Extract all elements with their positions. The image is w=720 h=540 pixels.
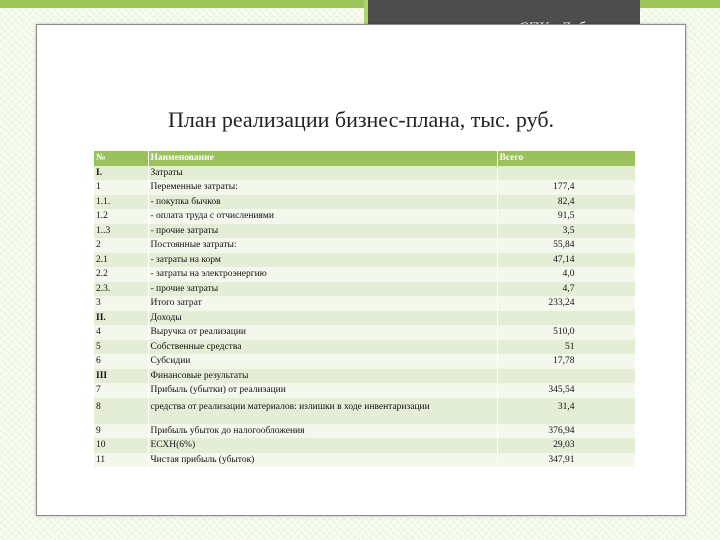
row-value: 55,84: [497, 238, 635, 253]
table-row: [94, 166, 635, 181]
row-number: 5: [94, 340, 148, 355]
row-name: Собственные средства: [148, 340, 497, 355]
table-row: [94, 267, 635, 282]
slide-title: План реализации бизнес-плана, тыс. руб.: [167, 107, 555, 132]
row-name: - затраты на электроэнергию: [148, 267, 497, 282]
row-number: 2: [94, 238, 148, 253]
column-header-number: №: [94, 151, 148, 166]
row-number: 1.2: [94, 209, 148, 224]
row-name: ЕСХН(6%): [148, 438, 497, 453]
row-number: 11: [94, 453, 148, 468]
row-number: 7: [94, 383, 148, 398]
row-name: Итого затрат: [148, 296, 497, 311]
row-name: Прибыль убыток до налогообложения: [148, 424, 497, 439]
row-name: Постоянные затраты:: [148, 238, 497, 253]
row-value: 31,4: [497, 398, 635, 424]
row-number: 2.1: [94, 253, 148, 268]
table-row: [94, 180, 635, 195]
table-row: [94, 398, 635, 424]
row-name: Финансовые результаты: [148, 369, 497, 384]
row-number: 8: [94, 398, 148, 424]
table-row: [94, 340, 635, 355]
row-value: [497, 166, 635, 181]
table-row: [94, 253, 635, 268]
row-value: 347,91: [497, 453, 635, 468]
row-name: Затраты: [148, 166, 497, 181]
row-number: 2.2: [94, 267, 148, 282]
row-number: 2.3.: [94, 282, 148, 297]
table-row: [94, 369, 635, 384]
table-row: [94, 453, 635, 468]
row-number: 1..3: [94, 224, 148, 239]
row-name: - оплата труда с отчислениями: [148, 209, 497, 224]
table-row: [94, 209, 635, 224]
row-value: 3,5: [497, 224, 635, 239]
row-name: Выручка от реализации: [148, 325, 497, 340]
row-value: 345,54: [497, 383, 635, 398]
row-name: Чистая прибыль (убыток): [148, 453, 497, 468]
table-row: [94, 438, 635, 453]
row-value: 17,78: [497, 354, 635, 369]
row-value: 177,4: [497, 180, 635, 195]
row-number: 4: [94, 325, 148, 340]
table-row: [94, 282, 635, 297]
row-number: III: [94, 369, 148, 384]
table-row: [94, 296, 635, 311]
table-row: [94, 354, 635, 369]
table-body: [94, 166, 635, 468]
row-value: 29,03: [497, 438, 635, 453]
row-name: - прочие затраты: [148, 282, 497, 297]
business-plan-table: [94, 151, 636, 467]
row-value: 4,0: [497, 267, 635, 282]
row-name: Переменные затраты:: [148, 180, 497, 195]
table-row: [94, 325, 635, 340]
row-number: I.: [94, 166, 148, 181]
row-value: [497, 311, 635, 326]
row-name: Прибыль (убытки) от реализации: [148, 383, 497, 398]
row-name: средства от реализации материалов: излишки в ходе инвентаризации: [148, 398, 497, 424]
column-header-name: Наименование: [148, 151, 497, 166]
row-number: 9: [94, 424, 148, 439]
table-row: [94, 195, 635, 210]
table-row: [94, 383, 635, 398]
row-value: 4,7: [497, 282, 635, 297]
row-value: 51: [497, 340, 635, 355]
row-name: Субсидии: [148, 354, 497, 369]
row-value: 376,94: [497, 424, 635, 439]
row-value: [497, 369, 635, 384]
row-value: 91,5: [497, 209, 635, 224]
row-value: 510,0: [497, 325, 635, 340]
content-panel: [36, 24, 686, 516]
column-header-total: Всего: [497, 151, 635, 166]
row-number: 1.1.: [94, 195, 148, 210]
row-number: II.: [94, 311, 148, 326]
row-number: 6: [94, 354, 148, 369]
table-row: [94, 224, 635, 239]
row-number: 10: [94, 438, 148, 453]
row-name: - покупка бычков: [148, 195, 497, 210]
row-number: 1: [94, 180, 148, 195]
row-name: - затраты на корм: [148, 253, 497, 268]
row-value: 82,4: [497, 195, 635, 210]
table-row: [94, 238, 635, 253]
row-value: 233,24: [497, 296, 635, 311]
row-name: Доходы: [148, 311, 497, 326]
row-number: 3: [94, 296, 148, 311]
row-value: 47,14: [497, 253, 635, 268]
table-row: [94, 311, 635, 326]
table-row: [94, 424, 635, 439]
table-header-row: [94, 151, 635, 166]
row-name: - прочие затраты: [148, 224, 497, 239]
